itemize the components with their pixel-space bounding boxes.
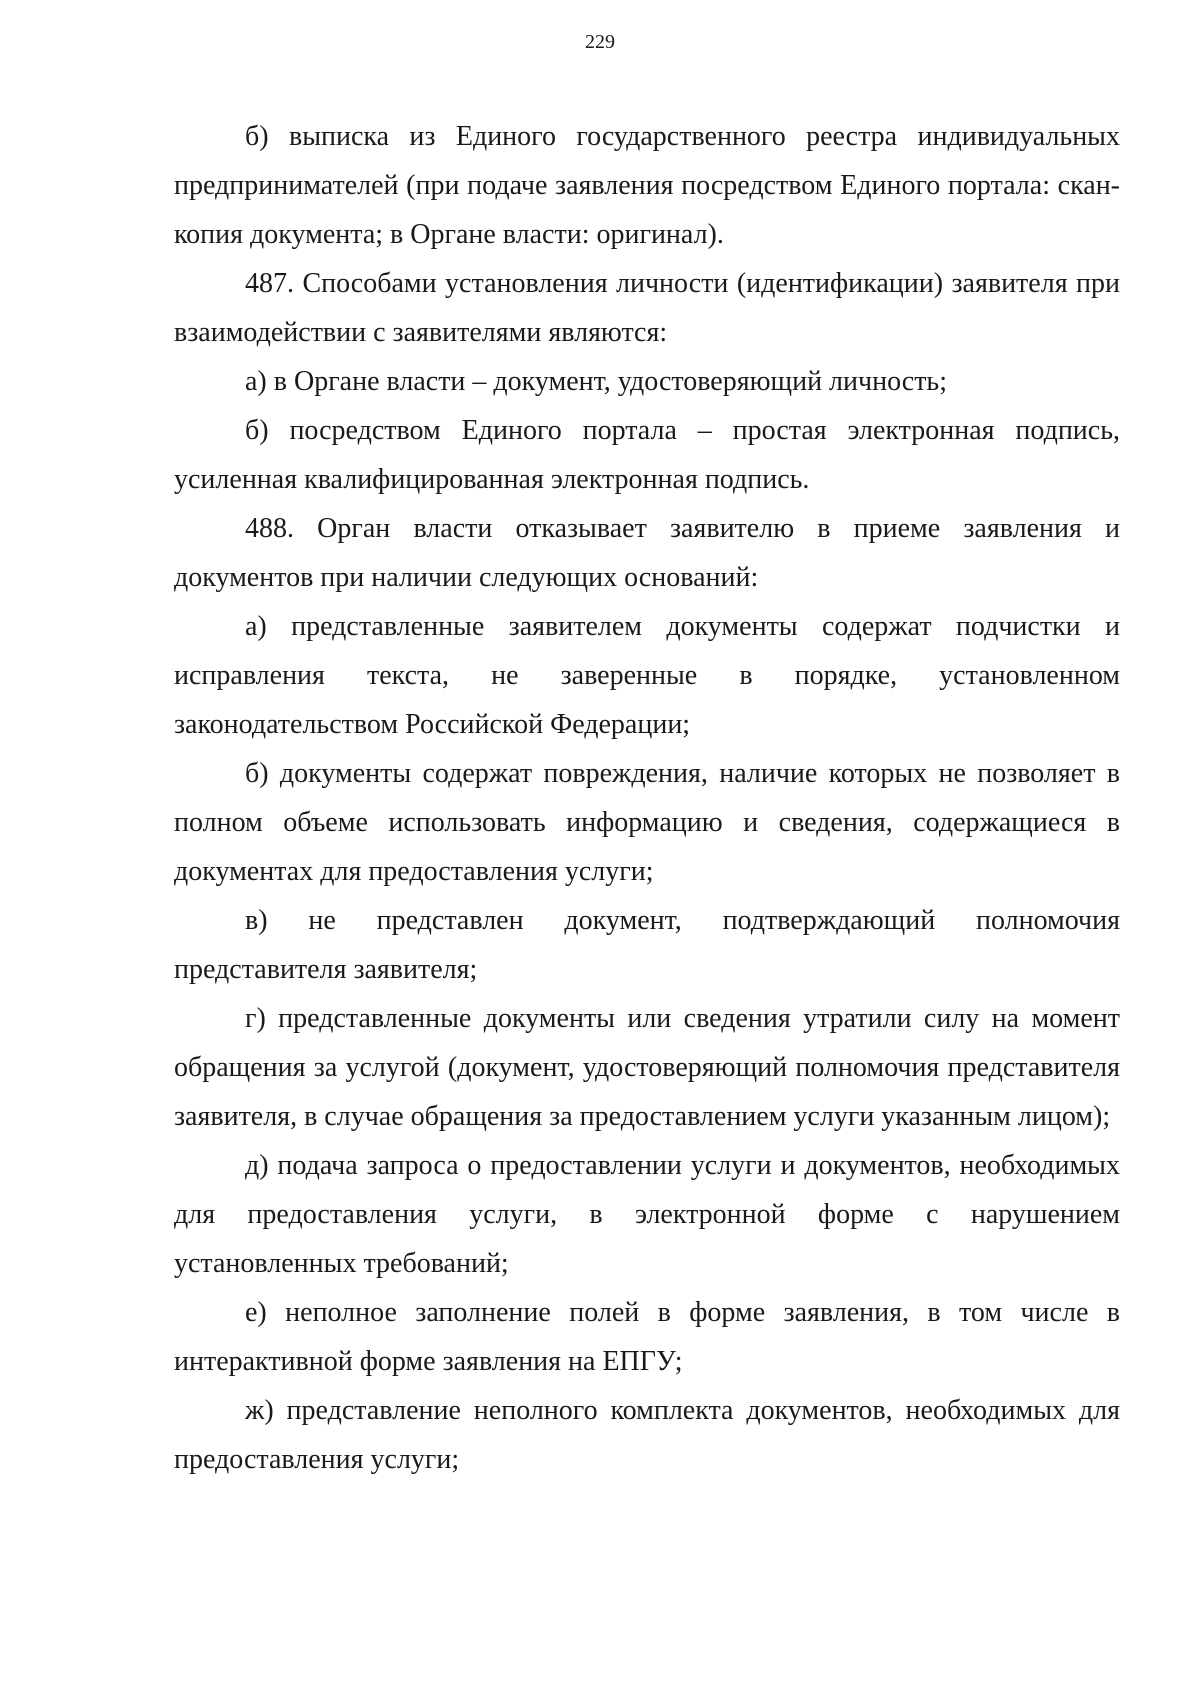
- paragraph-487-b: б) посредством Единого портала – простая электронная подпись, усиленная квалифицированная электронная подпись.: [174, 415, 1120, 495]
- paragraph-488-d: д) подача запроса о предоставлении услуги и документов, необходимых для предоставления услуги, в электронной форме с нарушением установленных требований;: [174, 1150, 1120, 1279]
- paragraph-488-g: г) представленные документы или сведения утратили силу на момент обращения за услугой (документ, удостоверяющий полномочия представителя заявителя, в случае обращения за предоставлением услуги указанным лицом);: [174, 1003, 1120, 1132]
- paragraph-488: 488. Орган власти отказывает заявителю в приеме заявления и документов при наличии следующих оснований:: [174, 513, 1120, 593]
- paragraph-488-v: в) не представлен документ, подтверждающий полномочия представителя заявителя;: [174, 905, 1120, 985]
- paragraph-488-e: е) неполное заполнение полей в форме заявления, в том числе в интерактивной форме заявления на ЕПГУ;: [174, 1297, 1120, 1377]
- page-number: 229: [585, 31, 615, 53]
- paragraph-b-egrip-extract: б) выписка из Единого государственного реестра индивидуальных предпринимателей (при подаче заявления посредством Единого портала: скан-копия документа; в Органе власти: оригинал).: [174, 121, 1120, 250]
- document-body: [174, 112, 1120, 1484]
- paragraph-487: 487. Способами установления личности (идентификации) заявителя при взаимодействии с заявителями являются:: [174, 268, 1120, 348]
- paragraph-487-a: а) в Органе власти – документ, удостоверяющий личность;: [245, 366, 947, 397]
- paragraph-488-a: а) представленные заявителем документы содержат подчистки и исправления текста, не заверенные в порядке, установленном законодательством Российской Федерации;: [174, 611, 1120, 740]
- paragraph-488-b: б) документы содержат повреждения, наличие которых не позволяет в полном объеме использовать информацию и сведения, содержащиеся в документах для предоставления услуги;: [174, 758, 1120, 887]
- paragraph-488-zh: ж) представление неполного комплекта документов, необходимых для предоставления услуги;: [174, 1395, 1120, 1475]
